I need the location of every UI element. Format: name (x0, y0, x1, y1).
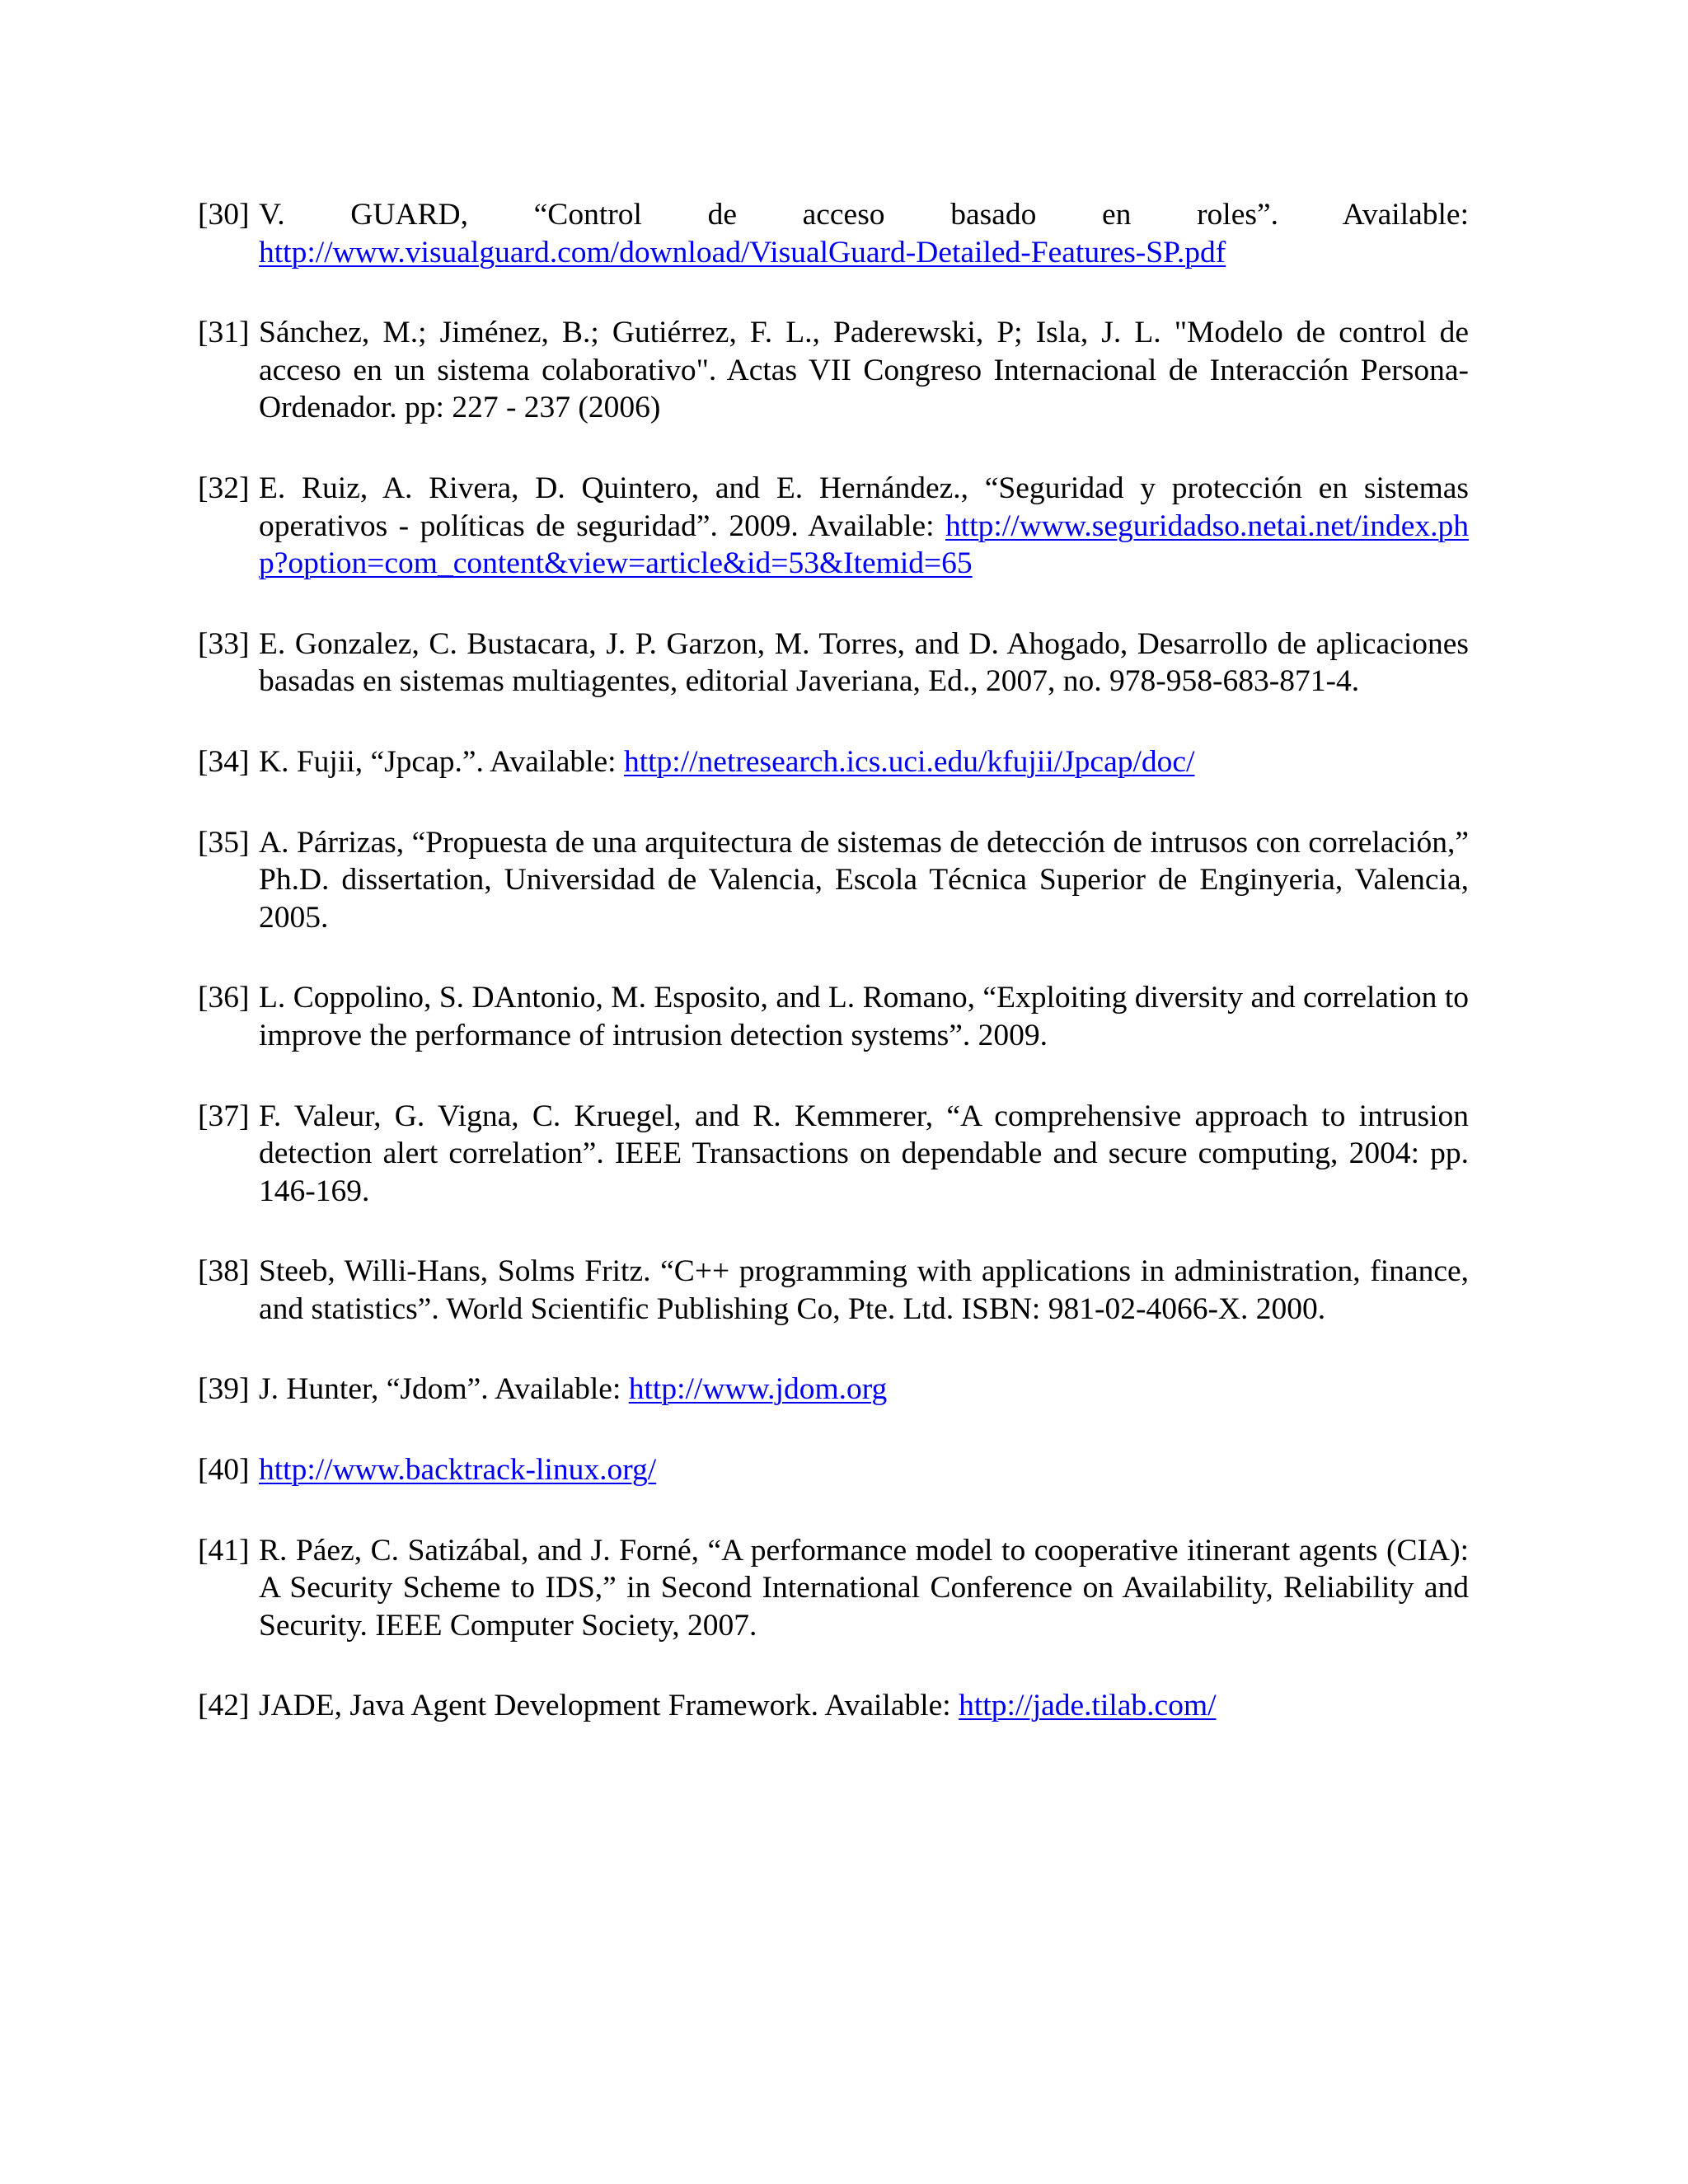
reference-37 (198, 1098, 1469, 1211)
reference-link-jade[interactable]: http://jade.tilab.com/ (959, 1689, 1217, 1723)
reference-number: [33] (198, 626, 250, 661)
reference-body (259, 1371, 1469, 1408)
reference-text: Steeb, Willi-Hans, Solms Fritz. “C++ programming with applications in administration, finance, and statistics”. World Scientific Publishing Co, Pte. Ltd. ISBN: 981-02-4066-X. 2000. (259, 1254, 1469, 1326)
reference-body (259, 743, 1469, 781)
reference-number: [34] (198, 744, 250, 779)
reference-number: [42] (198, 1689, 250, 1723)
reference-body (259, 314, 1469, 427)
reference-body (259, 1532, 1469, 1645)
reference-number: [30] (198, 198, 250, 232)
reference-text: E. Ruiz, A. Rivera, D. Quintero, and E. Hernández., “Seguridad y protección en sistemas operativos - políticas de seguridad”. 2009. Available: (259, 471, 1469, 543)
reference-text: A. Párrizas, “Propuesta de una arquitectura de sistemas de detección de intrusos con correlación,” Ph.D. dissertation, Universidad de Valencia, Escola Técnica Superior de Enginyeria, Valencia, 2005. (259, 825, 1469, 935)
reference-list (198, 196, 1469, 1725)
reference-body (259, 1253, 1469, 1328)
reference-body (259, 1098, 1469, 1211)
reference-number: [40] (198, 1453, 250, 1488)
reference-41 (198, 1532, 1469, 1645)
reference-number: [38] (198, 1254, 250, 1289)
reference-30 (198, 196, 1469, 271)
reference-text: Sánchez, M.; Jiménez, B.; Gutiérrez, F. L., Paderewski, P; Isla, J. L. "Modelo de control de acceso en un sistema colaborativo". Actas VII Congreso Internacional de Interacción Persona-Ordenador. pp: 227 - 237 (2006) (259, 316, 1469, 425)
reference-40 (198, 1451, 1469, 1489)
reference-42 (198, 1687, 1469, 1725)
reference-body (259, 470, 1469, 583)
reference-35 (198, 824, 1469, 937)
reference-body (259, 1687, 1469, 1725)
reference-body (259, 824, 1469, 937)
reference-body (259, 979, 1469, 1054)
reference-text: E. Gonzalez, C. Bustacara, J. P. Garzon, M. Torres, and D. Ahogado, Desarrollo de aplicaciones basadas en sistemas multiagentes, editorial Javeriana, Ed., 2007, no. 978-958-683-871-4. (259, 626, 1469, 699)
reference-text: R. Páez, C. Satizábal, and J. Forné, “A performance model to cooperative itinerant agents (CIA): A Security Scheme to IDS,” in Second International Conference on Availability, Reliability and Security. IEEE Computer Society, 2007. (259, 1533, 1469, 1643)
reference-link-jpcap[interactable]: http://netresearch.ics.uci.edu/kfujii/Jpcap/doc/ (623, 744, 1195, 779)
reference-number: [32] (198, 471, 250, 505)
reference-link-jdom[interactable]: http://www.jdom.org (628, 1372, 888, 1407)
reference-number: [31] (198, 316, 250, 350)
reference-link-visualguard[interactable]: http://www.visualguard.com/download/VisualGuard-Detailed-Features-SP.pdf (259, 235, 1226, 269)
reference-body (259, 626, 1469, 701)
reference-33 (198, 626, 1469, 701)
reference-36 (198, 979, 1469, 1054)
reference-text: V. GUARD, “Control de acceso basado en roles”. Available: (259, 198, 1469, 232)
reference-text: L. Coppolino, S. DAntonio, M. Esposito, and L. Romano, “Exploiting diversity and correlation to improve the performance of intrusion detection systems”. 2009. (259, 981, 1469, 1052)
reference-link-seguridadso[interactable]: http://www.seguridadso.netai.net/index.php?option=com_content&view=article&id=53&Itemid=65 (259, 509, 1469, 581)
reference-link-backtrack[interactable]: http://www.backtrack-linux.org/ (259, 1453, 657, 1488)
reference-number: [37] (198, 1099, 250, 1133)
reference-text: J. Hunter, “Jdom”. Available: (259, 1372, 629, 1407)
reference-34 (198, 743, 1469, 781)
reference-38 (198, 1253, 1469, 1328)
reference-number: [39] (198, 1372, 250, 1407)
reference-32 (198, 470, 1469, 583)
reference-body (259, 196, 1469, 271)
reference-number: [36] (198, 981, 250, 1015)
reference-number: [35] (198, 825, 250, 860)
reference-text: JADE, Java Agent Development Framework. Available: (259, 1689, 959, 1723)
reference-text: K. Fujii, “Jpcap.”. Available: (259, 744, 624, 779)
reference-39 (198, 1371, 1469, 1408)
reference-31 (198, 314, 1469, 427)
reference-number: [41] (198, 1533, 250, 1568)
reference-text: F. Valeur, G. Vigna, C. Kruegel, and R. Kemmerer, “A comprehensive approach to intrusion detection alert correlation”. IEEE Transactions on dependable and secure computing, 2004: pp. 146-169. (259, 1099, 1469, 1208)
reference-body (259, 1451, 1469, 1489)
